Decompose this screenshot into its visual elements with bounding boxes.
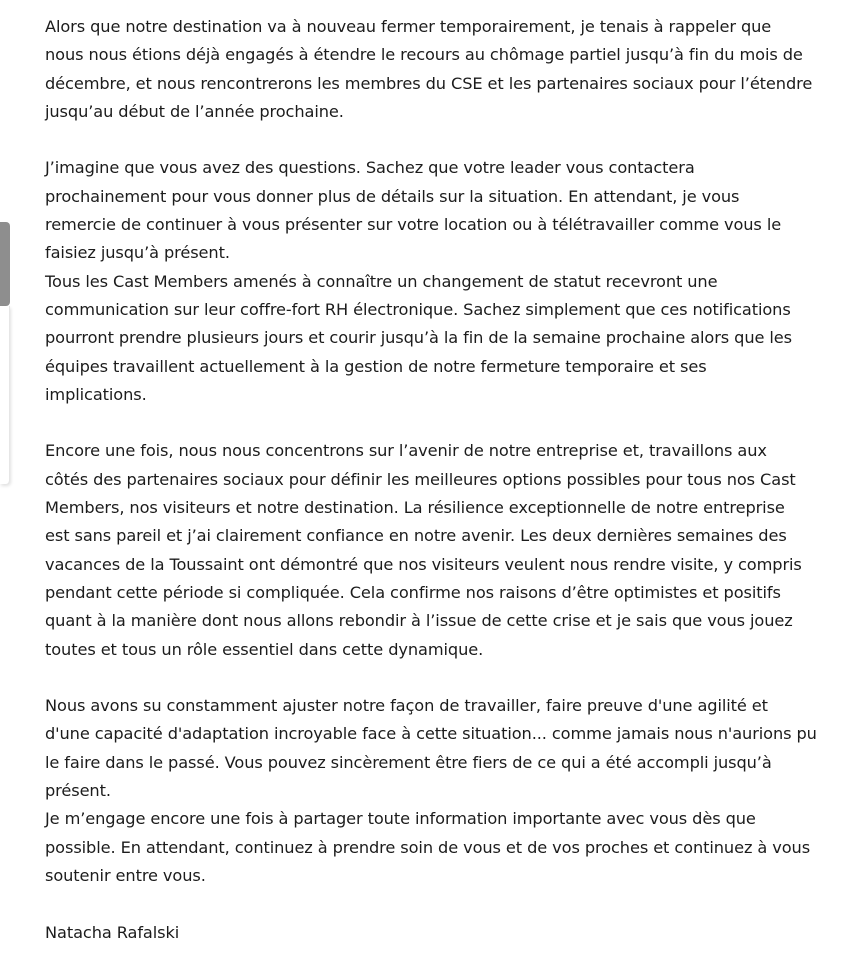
- text-line: d'une capacité d'adaptation incroyable face à cette situation... comme jamais nous n'aurions pu: [45, 724, 817, 744]
- text-line: côtés des partenaires sociaux pour définir les meilleures options possibles pour tous nos Cast: [45, 469, 796, 489]
- text-line: soutenir entre vous.: [45, 865, 206, 885]
- text-line: jusqu’au début de l’année prochaine.: [45, 101, 344, 121]
- text-line: possible. En attendant, continuez à prendre soin de vous et de vos proches et continuez à vous: [45, 837, 811, 857]
- signature: Natacha Rafalski: [45, 922, 180, 942]
- paragraph-spacer: [45, 664, 825, 692]
- text-line: Tous les Cast Members amenés à connaître un changement de statut recevront une: [45, 271, 718, 291]
- letter-body: [45, 13, 825, 947]
- text-line: prochainement pour vous donner plus de détails sur la situation. En attendant, je vous: [45, 186, 740, 206]
- text-line: J’imagine que vous avez des questions. Sachez que votre leader vous contactera: [45, 158, 695, 178]
- text-line: Encore une fois, nous nous concentrons sur l’avenir de notre entreprise et, travaillons aux: [45, 441, 767, 461]
- paragraph: [45, 154, 825, 409]
- paragraph-spacer: [45, 126, 825, 154]
- text-line: pendant cette période si compliquée. Cela confirme nos raisons d’être optimistes et positifs: [45, 582, 781, 602]
- paragraph: [45, 13, 825, 126]
- text-line: remercie de continuer à vous présenter sur votre location ou à télétravailler comme vous le: [45, 215, 782, 235]
- text-line: Je m’engage encore une fois à partager toute information importante avec vous dès que: [45, 809, 756, 829]
- text-line: équipes travaillent actuellement à la gestion de notre fermeture temporaire et ses: [45, 356, 707, 376]
- text-line: Nous avons su constamment ajuster notre façon de travailler, faire preuve d'une agilité et: [45, 696, 768, 716]
- text-line: faisiez jusqu’à présent.: [45, 243, 230, 263]
- text-line: quant à la manière dont nous allons rebondir à l’issue de cette crise et je sais que vous jouez: [45, 611, 793, 631]
- text-line: présent.: [45, 781, 111, 801]
- text-line: Alors que notre destination va à nouveau fermer temporairement, je tenais à rappeler que: [45, 17, 772, 36]
- side-panel-edge: [0, 306, 10, 484]
- text-line: toutes et tous un rôle essentiel dans cette dynamique.: [45, 639, 484, 659]
- paragraph: [45, 692, 825, 890]
- text-line: communication sur leur coffre-fort RH électronique. Sachez simplement que ces notifications: [45, 299, 791, 319]
- side-panel-handle[interactable]: [0, 222, 10, 306]
- paragraph: [45, 437, 825, 663]
- text-line: implications.: [45, 384, 147, 404]
- text-line: est sans pareil et j’ai clairement confiance en notre avenir. Les deux dernières semaines des: [45, 526, 787, 546]
- paragraph-spacer: [45, 890, 825, 918]
- text-line: pourront prendre plusieurs jours et courir jusqu’à la fin de la semaine prochaine alors que les: [45, 328, 793, 348]
- text-line: vacances de la Toussaint ont démontré que nos visiteurs veulent nous rendre visite, y compris: [45, 554, 802, 574]
- text-line: Members, nos visiteurs et notre destination. La résilience exceptionnelle de notre entreprise: [45, 498, 785, 518]
- text-line: le faire dans le passé. Vous pouvez sincèrement être fiers de ce qui a été accompli jusqu’à: [45, 752, 772, 772]
- text-line: décembre, et nous rencontrerons les membres du CSE et les partenaires sociaux pour l’étendre: [45, 73, 813, 93]
- text-line: nous nous étions déjà engagés à étendre le recours au chômage partiel jusqu’à fin du mois de: [45, 45, 803, 65]
- paragraph-spacer: [45, 409, 825, 437]
